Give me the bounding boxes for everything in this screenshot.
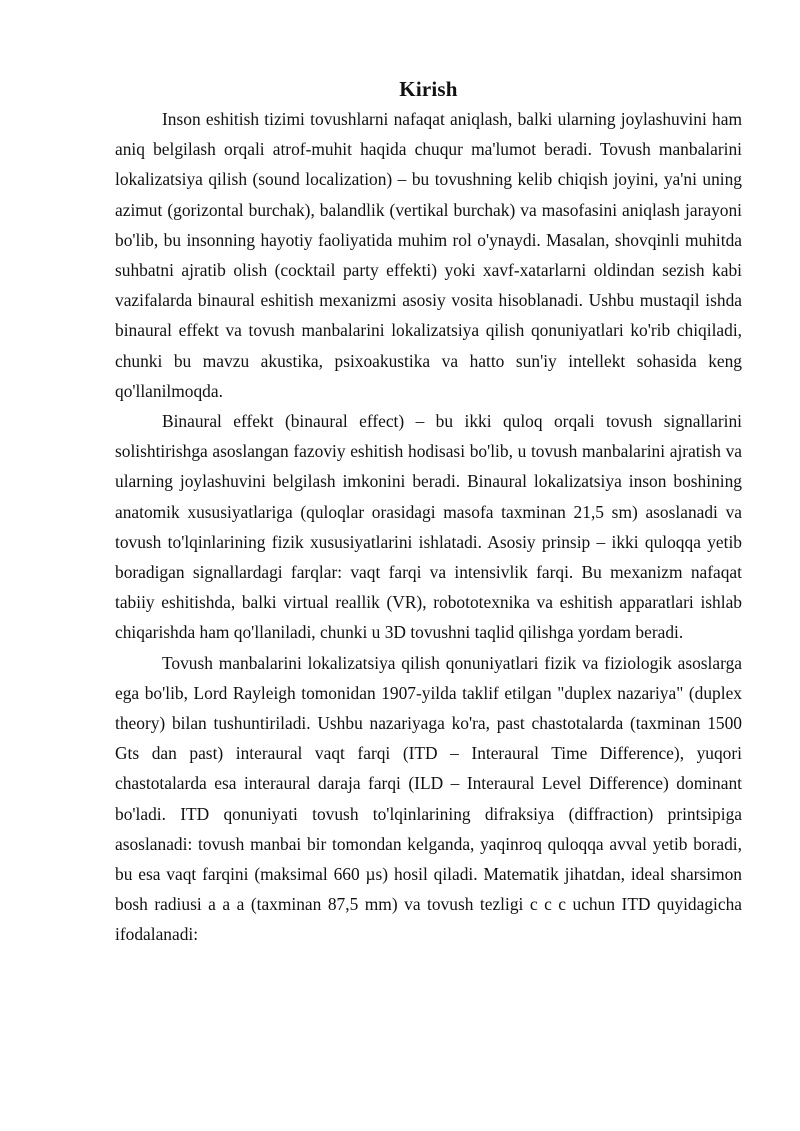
paragraph-intro: Inson eshitish tizimi tovushlarni nafaqat aniqlash, balki ularning joylashuvini ham aniq belgilash orqali atrof-muhit haqida chuqur ma'lumot beradi. Tovush manbalarini lokalizatsiya qilish (sound localization) – bu tovushning kelib chiqish joyini, ya'ni uning azimut (gorizontal burchak), balandlik (vertikal burchak) va masofasini aniqlash jarayoni bo'lib, bu insonning hayotiy faoliyatida muhim rol o'ynaydi. Masalan, shovqinli muhitda suhbatni ajratib olish (cocktail party effekti) yoki xavf-xatarlarni oldindan sezish kabi vazifalarda binaural eshitish mexanizmi asosiy vosita hisoblanadi. Ushbu mustaqil ishda binaural effekt va tovush manbalarini lokalizatsiya qilish qonuniyatlari ko'rib chiqiladi, chunki bu mavzu akustika, psixoakustika va hatto sun'iy intellekt sohasida keng qo'llanilmoqda. (115, 109, 742, 401)
document-page (115, 74, 742, 950)
document-title: Kirish (399, 77, 458, 101)
paragraph-localization-laws: Tovush manbalarini lokalizatsiya qilish qonuniyatlari fizik va fiziologik asoslarga ega bo'lib, Lord Rayleigh tomonidan 1907-yilda taklif etilgan "duplex nazariya" (duplex theory) bilan tushuntiriladi. Ushbu nazariyaga ko'ra, past chastotalarda (taxminan 1500 Gts dan past) interaural vaqt farqi (ITD – Interaural Time Difference), yuqori chastotalarda esa interaural daraja farqi (ILD – Interaural Level Difference) dominant bo'ladi. ITD qonuniyati tovush to'lqinlarining difraksiya (diffraction) printsipiga asoslanadi: tovush manbai bir tomondan kelganda, yaqinroq quloqqa avval yetib boradi, bu esa vaqt farqini (maksimal 660 µs) hosil qiladi. Matematik jihatdan, ideal sharsimon bosh radiusi a a a (taxminan 87,5 mm) va tovush tezligi c c c uchun ITD quyidagicha ifodalanadi: (115, 652, 742, 945)
paragraph-binaural-effect: Binaural effekt (binaural effect) – bu ikki quloq orqali tovush signallarini solishtirishga asoslangan fazoviy eshitish hodisasi bo'lib, u tovush manbalarini ajratish va ularning joylashuvini belgilash imkonini beradi. Binaural lokalizatsiya inson boshining anatomik xususiyatlariga (quloqlar orasidagi masofa taxminan 21,5 sm) asoslanadi va tovush to'lqinlarining fizik xususiyatlarini ishlatadi. Asosiy prinsip – ikki quloqqa yetib boradigan signallardagi farqlar: vaqt farqi va intensivlik farqi. Bu mexanizm nafaqat tabiiy eshitishda, balki virtual reallik (VR), robototexnika va eshitish apparatlari ishlab chiqarishda ham qo'llaniladi, chunki u 3D tovushni taqlid qilishga yordam beradi. (115, 411, 742, 643)
